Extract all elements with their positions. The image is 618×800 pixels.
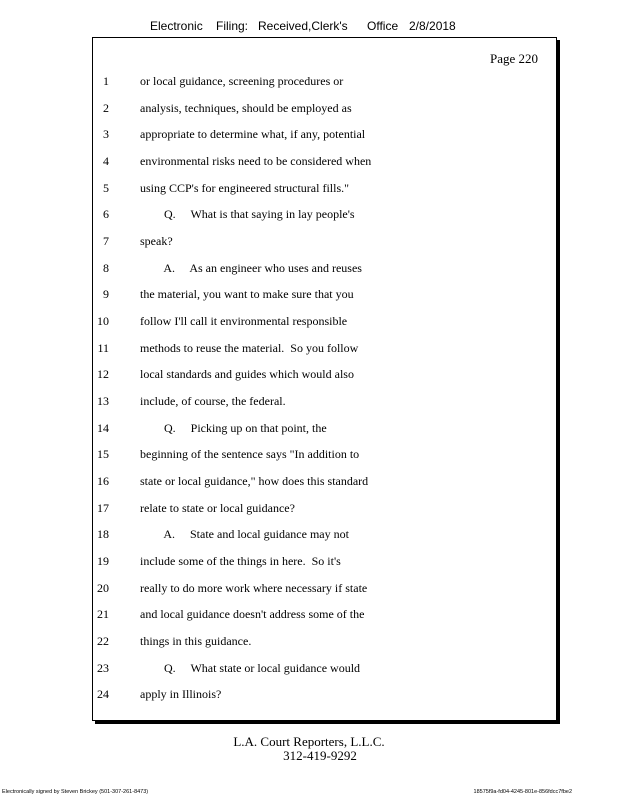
transcript-line: Q. Picking up on that point, the	[140, 421, 327, 435]
transcript-line: appropriate to determine what, if any, potential	[140, 127, 366, 141]
line-number: 16	[97, 474, 109, 488]
filing-header	[0, 19, 618, 37]
line-number: 8	[103, 261, 109, 275]
line-number: 9	[103, 287, 109, 301]
transcript-line: using CCP's for engineered structural fills."	[140, 181, 350, 195]
filing-header-date: 2/8/2018	[409, 19, 456, 33]
transcript-line: things in this guidance.	[140, 634, 252, 648]
line-number: 2	[103, 101, 109, 115]
page-number: Page 220	[489, 51, 538, 66]
document-id: 18575f9a-fd04-4245-801e-856fdcc7fbe2	[473, 789, 572, 795]
transcript-line: analysis, techniques, should be employed as	[140, 101, 352, 115]
transcript-line: and local guidance doesn't address some of the	[140, 607, 365, 621]
transcript-line: environmental risks need to be considered when	[140, 154, 372, 168]
line-number: 14	[97, 421, 109, 435]
transcript-line: speak?	[140, 234, 173, 248]
line-number: 17	[97, 501, 109, 515]
line-number: 19	[97, 554, 109, 568]
line-number: 12	[97, 367, 109, 381]
line-number: 7	[103, 234, 109, 248]
transcript-page	[92, 37, 557, 721]
transcript-line: the material, you want to make sure that you	[140, 287, 354, 301]
transcript-line: Q. What is that saying in lay people's	[140, 207, 355, 221]
transcript-line: include some of the things in here. So it's	[140, 554, 341, 568]
transcript-line: include, of course, the federal.	[140, 394, 286, 408]
line-number: 11	[97, 341, 109, 355]
line-number: 3	[103, 127, 109, 141]
line-number: 10	[97, 314, 109, 328]
line-number: 24	[97, 687, 109, 701]
filing-header-received: Received,Clerk's	[258, 19, 348, 33]
line-number: 15	[97, 447, 109, 461]
filing-header-filing: Filing:	[216, 19, 249, 33]
reporter-phone: 312-419-9292	[283, 748, 357, 763]
line-number: 20	[97, 581, 109, 595]
transcript-line: methods to reuse the material. So you follow	[140, 341, 359, 355]
line-number: 21	[97, 607, 109, 621]
reporter-company: L.A. Court Reporters, L.L.C.	[233, 734, 385, 749]
line-number: 23	[97, 661, 109, 675]
transcript-line: local standards and guides which would also	[140, 367, 354, 381]
line-number: 22	[97, 634, 109, 648]
transcript-line: A. As an engineer who uses and reuses	[140, 261, 362, 275]
transcript-line: really to do more work where necessary if state	[140, 581, 368, 595]
filing-header-office: Office	[367, 19, 399, 33]
line-number: 4	[103, 154, 109, 168]
transcript-line: follow I'll call it environmental responsible	[140, 314, 348, 328]
line-number: 13	[97, 394, 109, 408]
transcript-line: relate to state or local guidance?	[140, 501, 295, 515]
filing-header-electronic: Electronic	[150, 19, 203, 33]
transcript-line: Q. What state or local guidance would	[140, 661, 361, 675]
line-number: 5	[103, 181, 109, 195]
transcript-line: state or local guidance," how does this standard	[140, 474, 369, 488]
electronic-signature: Electronically signed by Steven Brickey (501-307-261-8473)	[2, 789, 149, 795]
transcript-line: or local guidance, screening procedures or	[140, 74, 344, 88]
transcript-line: A. State and local guidance may not	[140, 527, 349, 541]
line-number: 1	[103, 74, 109, 88]
transcript-line: beginning of the sentence says "In addition to	[140, 447, 360, 461]
line-number: 6	[103, 207, 109, 221]
line-number: 18	[97, 527, 109, 541]
transcript-line: apply in Illinois?	[140, 687, 222, 701]
